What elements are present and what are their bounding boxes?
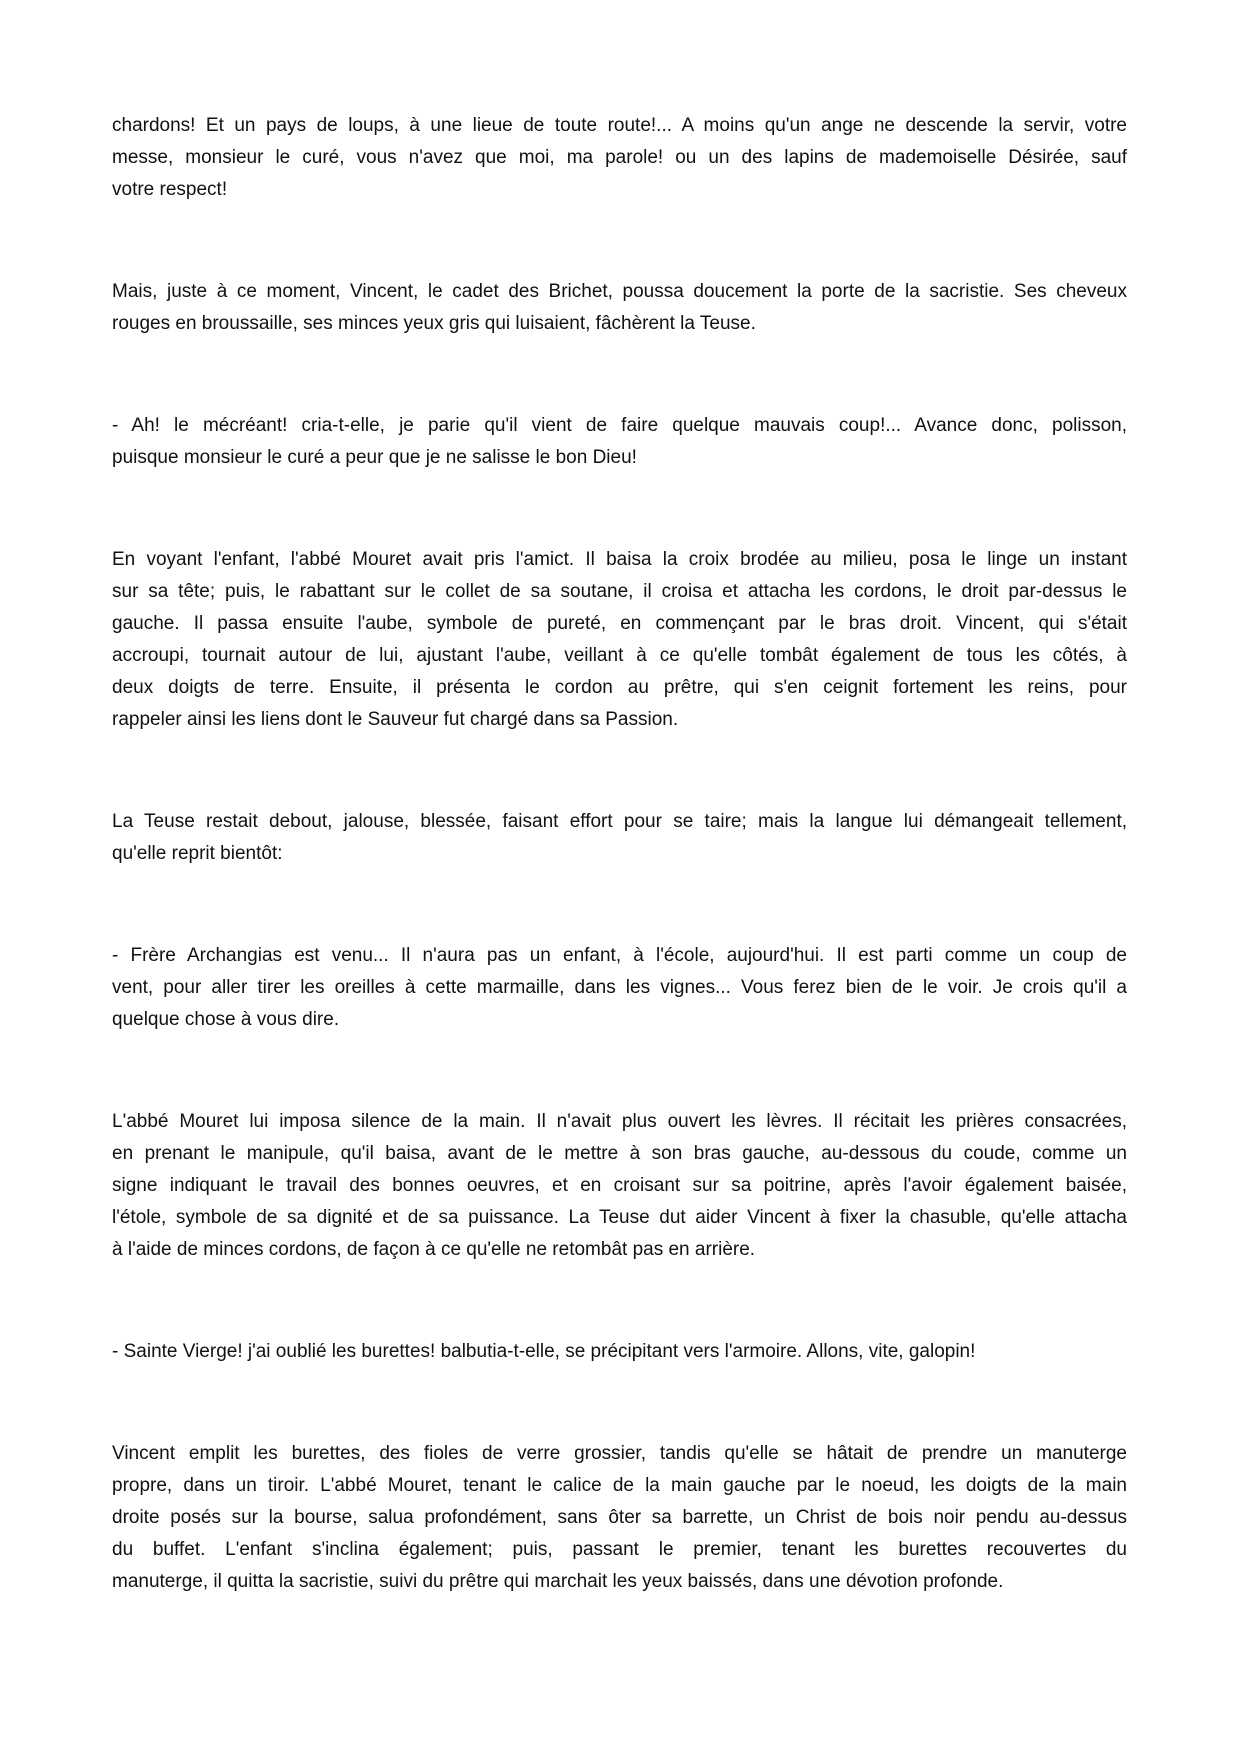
paragraph (112, 544, 1127, 736)
paragraph (112, 940, 1127, 1036)
paragraph (112, 1336, 1127, 1368)
paragraph (112, 1438, 1127, 1598)
text-line: sur sa tête; puis, le rabattant sur le collet de sa soutane, il croisa et attacha les cordons, le droit par-dessus le (112, 581, 1127, 602)
text-line: Mais, juste à ce moment, Vincent, le cadet des Brichet, poussa doucement la porte de la sacristie. Ses cheveux (112, 281, 1127, 302)
paragraph (112, 1106, 1127, 1266)
text-line: messe, monsieur le curé, vous n'avez que moi, ma parole! ou un des lapins de mademoiselle Désirée, sauf (112, 147, 1127, 168)
paragraph (112, 276, 1127, 340)
text-line: l'étole, symbole de sa dignité et de sa puissance. La Teuse dut aider Vincent à fixer la chasuble, qu'elle attacha (112, 1207, 1127, 1228)
text-line: à l'aide de minces cordons, de façon à ce qu'elle ne retombât pas en arrière. (112, 1239, 756, 1260)
text-line: puisque monsieur le curé a peur que je ne salisse le bon Dieu! (112, 447, 637, 468)
text-line: manuterge, il quitta la sacristie, suivi du prêtre qui marchait les yeux baissés, dans une dévotion profonde. (112, 1571, 1004, 1592)
paragraph (112, 410, 1127, 474)
text-line: qu'elle reprit bientôt: (112, 843, 283, 864)
text-line: accroupi, tournait autour de lui, ajustant l'aube, veillant à ce qu'elle tombât également de tous les côtés, à (112, 645, 1127, 666)
text-line: rouges en broussaille, ses minces yeux gris qui luisaient, fâchèrent la Teuse. (112, 313, 756, 334)
text-line: deux doigts de terre. Ensuite, il présenta le cordon au prêtre, qui s'en ceignit fortement les reins, pour (112, 677, 1127, 698)
text-line: - Sainte Vierge! j'ai oublié les burettes! balbutia-t-elle, se précipitant vers l'armoire. Allons, vite, galopin! (112, 1341, 976, 1362)
text-line: chardons! Et un pays de loups, à une lieue de toute route!... A moins qu'un ange ne descende la servir, votre (112, 115, 1127, 136)
text-line: Vincent emplit les burettes, des fioles de verre grossier, tandis qu'elle se hâtait de prendre un manuterge (112, 1443, 1127, 1464)
text-line: - Ah! le mécréant! cria-t-elle, je parie qu'il vient de faire quelque mauvais coup!... Avance donc, polisson, (112, 415, 1127, 436)
text-line: votre respect! (112, 179, 228, 200)
text-line: En voyant l'enfant, l'abbé Mouret avait pris l'amict. Il baisa la croix brodée au milieu, posa le linge un instant (112, 549, 1127, 570)
text-line: du buffet. L'enfant s'inclina également; puis, passant le premier, tenant les burettes recouvertes du (112, 1539, 1127, 1560)
paragraph (112, 806, 1127, 870)
text-line: gauche. Il passa ensuite l'aube, symbole de pureté, en commençant par le bras droit. Vincent, qui s'était (112, 613, 1127, 634)
text-line: en prenant le manipule, qu'il baisa, avant de le mettre à son bras gauche, au-dessous du coude, comme un (112, 1143, 1127, 1164)
text-line: propre, dans un tiroir. L'abbé Mouret, tenant le calice de la main gauche par le noeud, les doigts de la main (112, 1475, 1127, 1496)
text-line: quelque chose à vous dire. (112, 1009, 340, 1030)
text-line: signe indiquant le travail des bonnes oeuvres, et en croisant sur sa poitrine, après l'avoir également baisée, (112, 1175, 1127, 1196)
text-line: L'abbé Mouret lui imposa silence de la main. Il n'avait plus ouvert les lèvres. Il récitait les prières consacrées, (112, 1111, 1127, 1132)
paragraph (112, 110, 1127, 206)
text-line: - Frère Archangias est venu... Il n'aura pas un enfant, à l'école, aujourd'hui. Il est parti comme un coup de (112, 945, 1127, 966)
text-line: La Teuse restait debout, jalouse, blessée, faisant effort pour se taire; mais la langue lui démangeait tellement, (112, 811, 1127, 832)
document-page (112, 110, 1127, 1668)
text-line: rappeler ainsi les liens dont le Sauveur fut chargé dans sa Passion. (112, 709, 679, 730)
text-line: droite posés sur la bourse, salua profondément, sans ôter sa barrette, un Christ de bois noir pendu au-dessus (112, 1507, 1127, 1528)
text-line: vent, pour aller tirer les oreilles à cette marmaille, dans les vignes... Vous ferez bien de le voir. Je crois qu'il a (112, 977, 1127, 998)
